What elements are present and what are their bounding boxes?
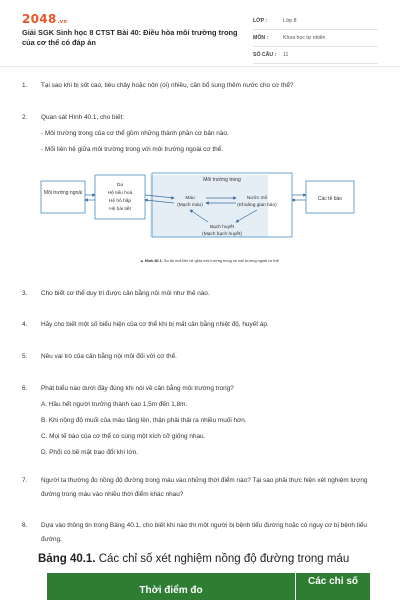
question-text: Quan sát Hình 40.1, cho biết: xyxy=(41,114,125,121)
document-title: Giải SGK Sinh học 8 CTST Bài 40: Điều hòa môi trường trong của cơ thể có đáp án xyxy=(22,28,238,47)
logo-text: 2048 xyxy=(22,12,57,26)
question-number: 7. xyxy=(22,477,28,484)
outer-environment-box xyxy=(41,181,85,213)
option-text: A. Hầu hết người trưởng thành cao 1,5m đến 1,8m. xyxy=(41,401,188,408)
system-respiratory: Hệ hô hấp xyxy=(108,199,132,204)
question-number: 2. xyxy=(22,114,28,121)
system-digestive: Hệ tiêu hoá xyxy=(107,191,133,196)
meta-key: MÔN : xyxy=(253,35,269,41)
meta-value: Khoa học tự nhiên xyxy=(283,35,326,41)
blood-sublabel: (Mạch máu) xyxy=(177,203,203,208)
table-title-text: Các chỉ số xét nghiệm nồng độ đường trong máu xyxy=(95,553,350,565)
table-title xyxy=(38,553,349,565)
question-text: Hãy cho biết một số biểu hiện của cơ thể khi bị mất cân bằng nhiệt độ, huyết áp. xyxy=(41,321,269,328)
meta-value: 11 xyxy=(283,52,289,58)
blood-label: Máu xyxy=(185,196,195,201)
table-header-time: Thời điểm đo xyxy=(47,573,295,600)
inner-environment-title: Môi trường trong xyxy=(203,177,241,183)
question-number: 1. xyxy=(22,82,28,89)
table-40-1 xyxy=(38,549,370,600)
meta-table xyxy=(253,13,378,64)
question-text: Người ta thường đo nồng độ đường trong máu vào những thời điểm nào? Tại sao phải thực hiện xét nghiệm lượng đường trong máu vào nhiều thời điểm khác nhau? xyxy=(41,477,368,498)
meta-key: SỐ CÂU : xyxy=(253,52,277,58)
question-text: Nêu vai trò của cân bằng nội môi đối với cơ thể. xyxy=(41,353,177,360)
organ-systems-box xyxy=(95,175,145,219)
header-divider xyxy=(0,66,400,67)
figure-caption: ▲ Hình 40.1. Sơ đồ mối liên hệ giữa môi trường trong và môi trường ngoài cơ thể xyxy=(140,259,279,263)
sub-item: - Mối liên hệ giữa môi trường trong với môi trường ngoài cơ thể. xyxy=(41,146,223,153)
meta-row-subject xyxy=(253,30,378,47)
question-text: Tại sao khi bị sốt cao, tiêu chảy hoặc nôn (ói) nhiều, cần bổ sung thêm nước cho cơ thể? xyxy=(41,82,294,89)
meta-row-grade xyxy=(253,13,378,30)
meta-value: Lớp 8 xyxy=(283,18,297,24)
question-number: 6. xyxy=(22,385,28,392)
system-excretory: Hệ bài tiết xyxy=(109,207,131,212)
cells-label: Các tế bào xyxy=(317,196,343,202)
figure-40-1-diagram xyxy=(38,169,358,257)
page-header xyxy=(0,0,400,66)
outer-environment-label: Môi trường ngoài xyxy=(43,190,83,196)
option-text: C. Mọi tế bào của cơ thể có cùng một kích cỡ giống nhau. xyxy=(41,433,206,440)
lymph-sublabel: (Mạch bạch huyết) xyxy=(202,232,242,237)
meta-key: LỚP : xyxy=(253,18,268,24)
site-logo[interactable] xyxy=(22,12,67,26)
question-number: 8. xyxy=(22,522,28,529)
table-title-label: Bảng 40.1. xyxy=(38,553,96,565)
tissue-fluid-label: Nước mô xyxy=(246,196,268,201)
question-text: Dựa vào thông tin trong Bảng 40.1, cho biết khi nào thì một người bị bệnh tiểu đường hoặc có nguy cơ bị bệnh tiểu đường. xyxy=(41,522,367,543)
question-number: 3. xyxy=(22,290,28,297)
meta-row-count xyxy=(253,47,378,64)
caption-text: Sơ đồ mối liên hệ giữa môi trường trong và môi trường ngoài cơ thể xyxy=(163,259,279,263)
option-text: D. Phổi có bề mặt trao đổi khí lớn. xyxy=(41,449,138,456)
system-da: Da xyxy=(116,183,124,188)
question-text: Phát biểu nào dưới đây đúng khi nói về cân bằng môi trường trong? xyxy=(41,385,234,392)
question-number: 5. xyxy=(22,353,28,360)
question-text: Cho biết cơ thể duy trì được cân bằng nội môi như thế nào. xyxy=(41,290,210,297)
logo-suffix: .vn xyxy=(57,19,68,25)
table-header-indices: Các chỉ số xyxy=(296,573,370,600)
question-number: 4. xyxy=(22,321,28,328)
sub-item: - Môi trường trong của cơ thể gồm những thành phần cơ bản nào. xyxy=(41,130,229,137)
lymph-label: Bạch huyết xyxy=(209,225,235,230)
option-text: B. Khi nồng độ muối của máu tăng lên, thận phải thải ra nhiều muối hơn. xyxy=(41,417,247,424)
tissue-fluid-sublabel: (Khoảng gian bào) xyxy=(237,203,277,208)
caption-label: Hình 40.1. xyxy=(144,259,163,263)
